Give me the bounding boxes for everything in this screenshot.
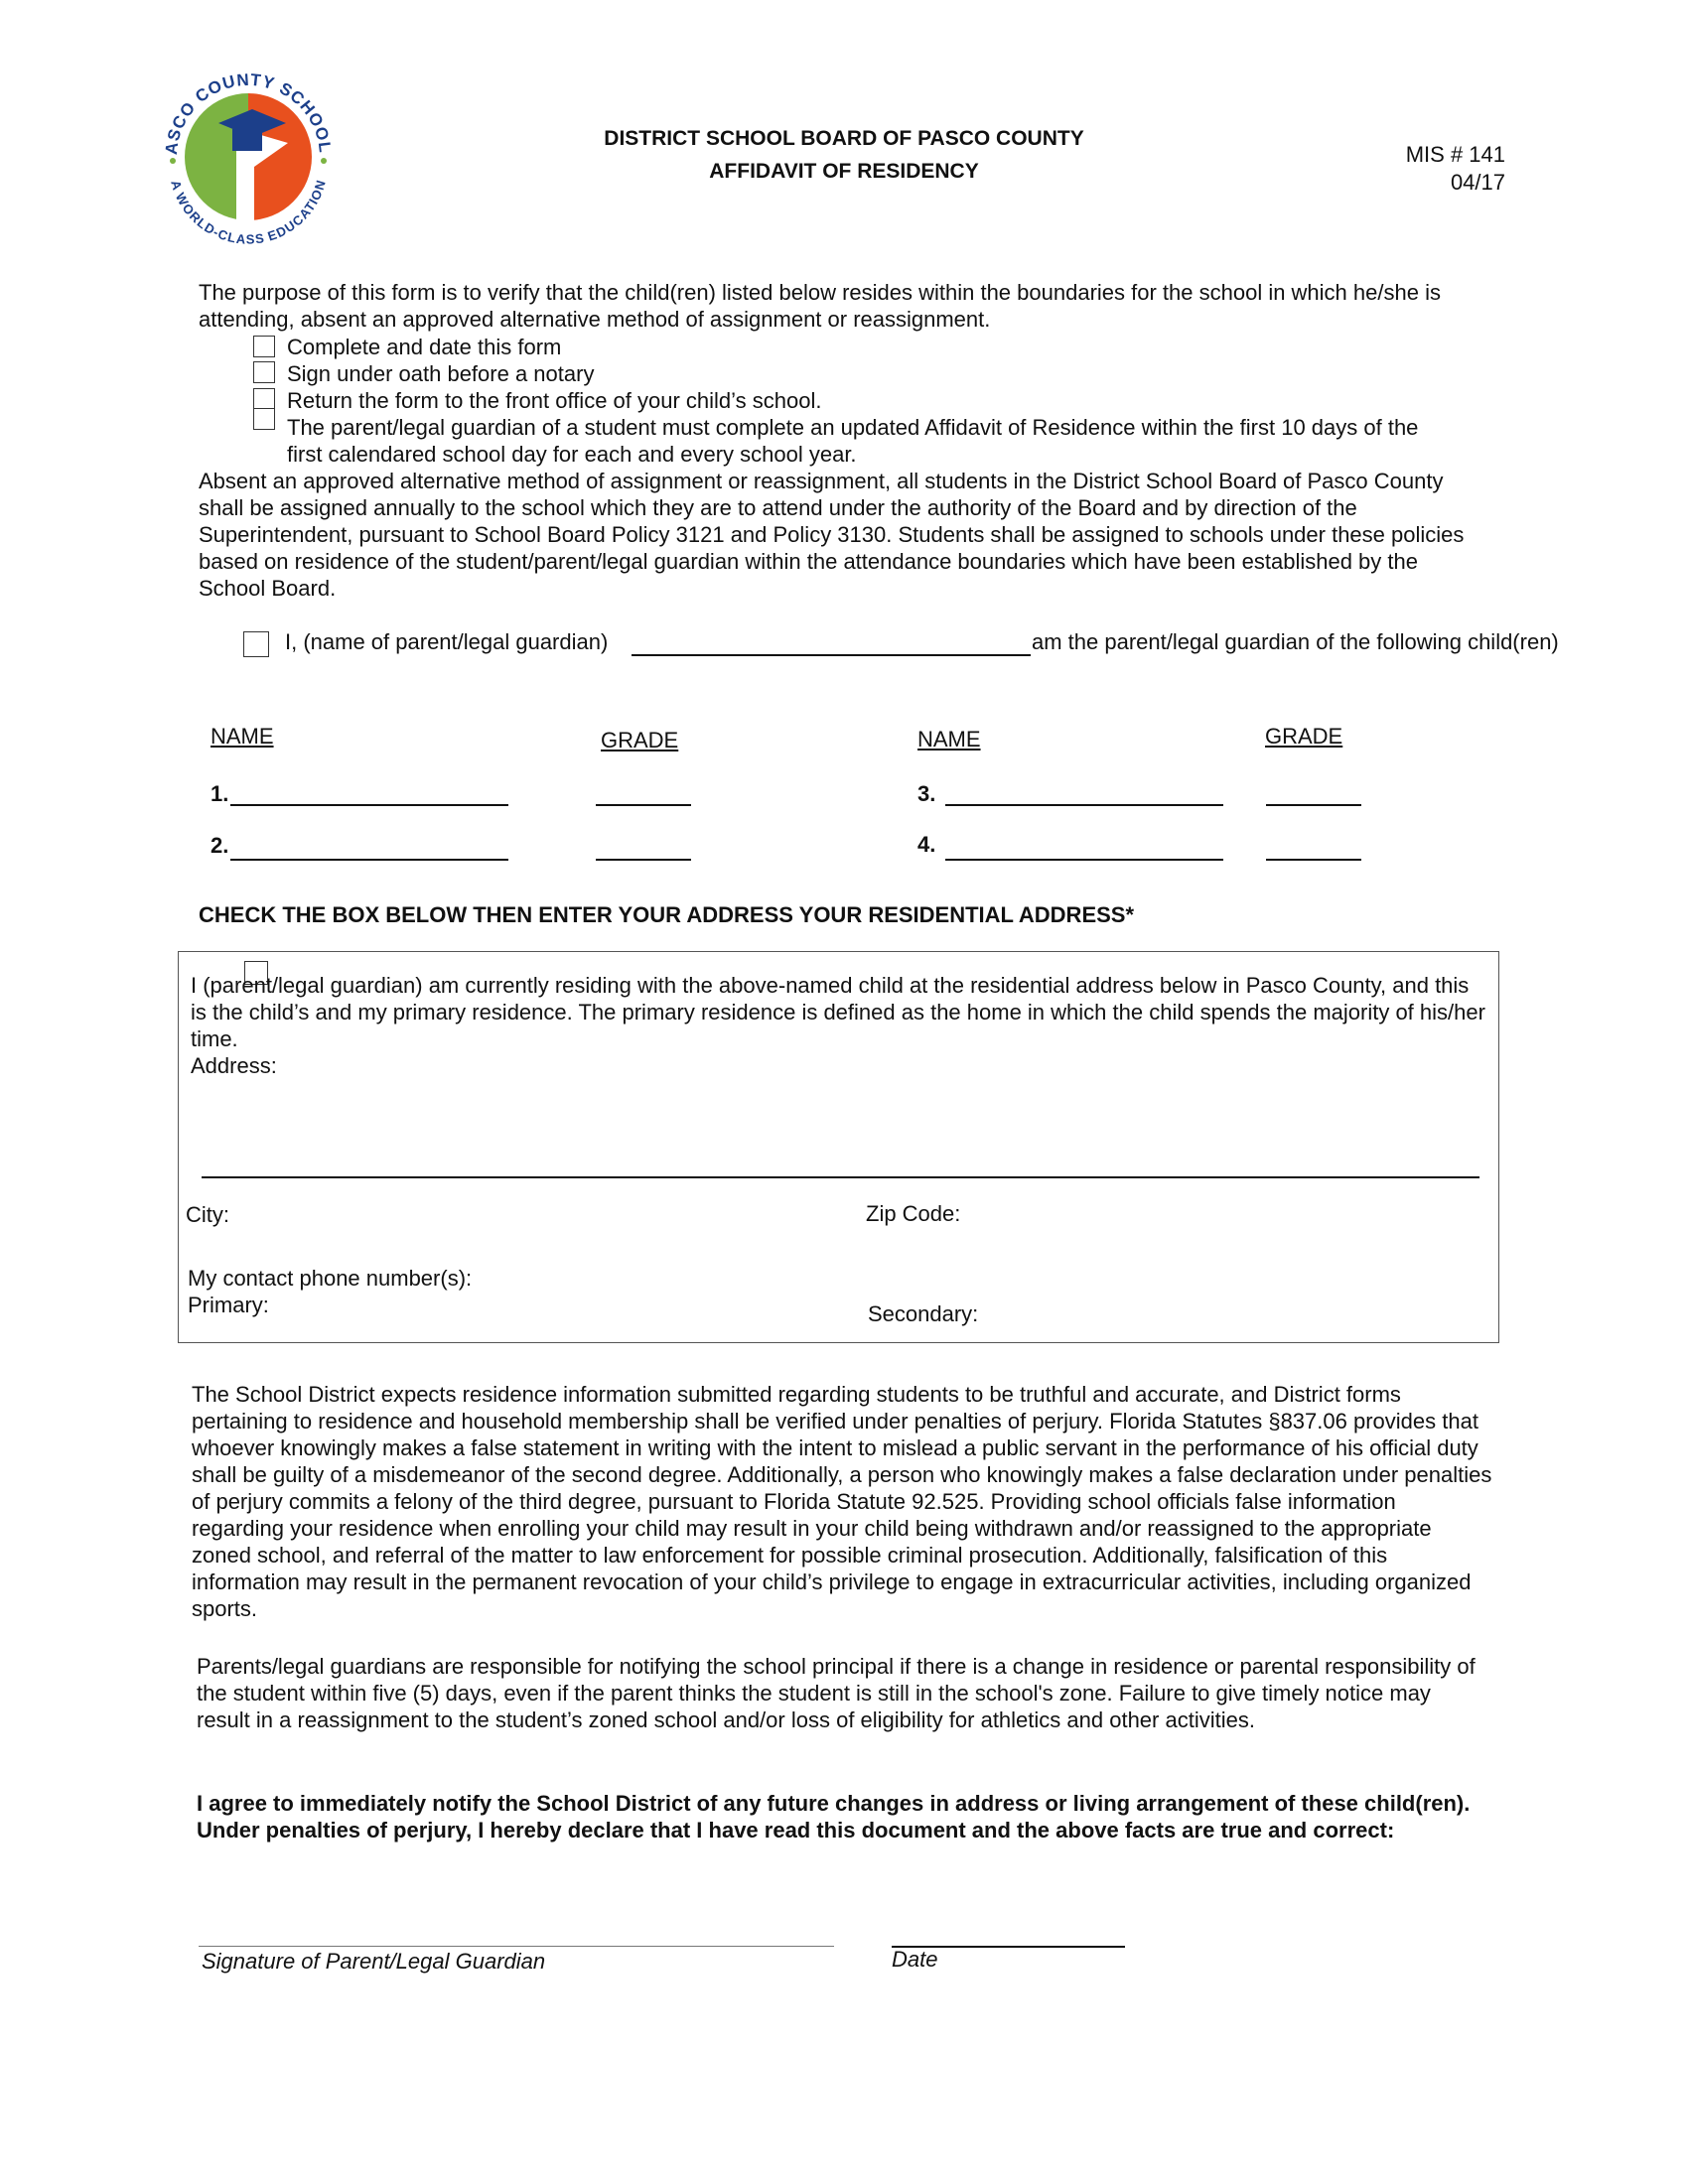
child-2-name-field[interactable] xyxy=(230,834,508,861)
logo-bottom-text: A WORLD-CLASS EDUCATION xyxy=(168,178,329,247)
agreement-statement: I agree to immediately notify the School District of any future changes in address or living arrangement of these child(ren). Under penalties of perjury, I hereby declare that I have read this document and the above facts are true and correct: xyxy=(197,1791,1471,1843)
form-title: AFFIDAVIT OF RESIDENCY xyxy=(709,160,979,183)
child-3-name-field[interactable] xyxy=(945,779,1223,806)
step-1: Complete and date this form xyxy=(287,335,562,359)
child-4-grade-field[interactable] xyxy=(1266,834,1361,861)
phone-label: My contact phone number(s): xyxy=(188,1266,473,1291)
child-row-label-1: 1. xyxy=(211,781,229,806)
step-checkbox-3[interactable] xyxy=(253,388,275,410)
notification-paragraph: Parents/legal guardians are responsible for notifying the school principal if there is a change in residence or parental responsibility of the student within five (5) days, even if the parent thinks the student is still in the school's zone. Failure to give timely notice may result in a reassignment to the student’s zoned school and/or loss of eligibility for athletics and other activities. xyxy=(197,1654,1476,1732)
signature-label: Signature of Parent/Legal Guardian xyxy=(202,1949,546,1974)
address-label: Address: xyxy=(191,1053,277,1078)
date-field[interactable] xyxy=(892,1926,1125,1948)
child-2-grade-field[interactable] xyxy=(596,834,691,861)
step-checkbox-1[interactable] xyxy=(253,336,275,357)
child-4-name-field[interactable] xyxy=(945,834,1223,861)
residence-statement: I (parent/legal guardian) am currently residing with the above-named child at the residential address below in Pasco County, and this is the child’s and my primary residence. The primary residence is defined as the home in which the child spends the majority of his/her time. xyxy=(191,973,1485,1051)
child-3-grade-field[interactable] xyxy=(1266,779,1361,806)
address-field[interactable] xyxy=(202,1161,1479,1178)
legal-paragraph: The School District expects residence information submitted regarding students to be truthful and accurate, and District forms pertaining to residence and household membership shall be verified under penalties of perjury. Florida Statutes §837.06 provides that whoever knowingly makes a false statement in writing with the intent to mislead a public servant in the performance of his official duty shall be guilty of a misdemeanor of the second degree. Additionally, a person who knowingly makes a false declaration under penalties of perjury commits a felony of the third degree, pursuant to Florida Statute 92.525. Providing school officials false information regarding your residence when enrolling your child may result in your child being withdrawn and/or reassigned to the appropriate zoned school, and referral of the matter to law enforcement for possible criminal prosecution. Additionally, falsification of this information may result in the permanent revocation of your child’s privilege to engage in extracurricular activities, including organized sports. xyxy=(192,1382,1492,1621)
date-label: Date xyxy=(892,1947,938,1972)
child-row-label-2: 2. xyxy=(211,833,229,858)
name-header-right: NAME xyxy=(917,727,981,751)
guardian-name-field[interactable] xyxy=(632,629,1031,656)
district-title: DISTRICT SCHOOL BOARD OF PASCO COUNTY xyxy=(604,127,1084,150)
step-checkbox-2[interactable] xyxy=(253,361,275,383)
guardian-prefix: I, (name of parent/legal guardian) xyxy=(285,629,609,654)
step-checkbox-4[interactable] xyxy=(253,408,275,430)
form-date: 04/17 xyxy=(1450,170,1505,195)
guardian-suffix: am the parent/legal guardian of the following child(ren) xyxy=(1032,629,1559,654)
child-row-label-3: 3. xyxy=(917,781,936,806)
step-4: The parent/legal guardian of a student must complete an updated Affidavit of Residence within the first 10 days of the first calendared school day for each and every school year. xyxy=(287,415,1419,467)
pasco-schools-logo xyxy=(149,58,348,256)
logo-top-text: ASCO COUNTY SCHOOL xyxy=(161,69,336,156)
address-section-heading: CHECK THE BOX BELOW THEN ENTER YOUR ADDRESS YOUR RESIDENTIAL ADDRESS* xyxy=(199,902,1135,927)
secondary-phone-label: Secondary: xyxy=(868,1301,979,1326)
step-2: Sign under oath before a notary xyxy=(287,361,595,386)
grade-header-left: GRADE xyxy=(601,728,679,752)
step-3: Return the form to the front office of your child’s school. xyxy=(287,388,822,413)
primary-phone-label: Primary: xyxy=(188,1293,269,1317)
child-1-grade-field[interactable] xyxy=(596,779,691,806)
guardian-checkbox[interactable] xyxy=(243,631,269,657)
child-row-label-4: 4. xyxy=(917,832,936,857)
policy-paragraph: Absent an approved alternative method of assignment or reassignment, all students in the District School Board of Pasco County shall be assigned annually to the school which they are to attend under the authority of the Board and by direction of the Superintendent, pursuant to School Board Policy 3121 and Policy 3130. Students shall be assigned to schools under these policies based on residence of the student/parent/legal guardian within the attendance boundaries which have been established by the School Board. xyxy=(199,469,1465,601)
form-number: MIS # 141 xyxy=(1405,142,1505,167)
signature-field[interactable] xyxy=(199,1926,834,1947)
zip-label: Zip Code: xyxy=(866,1201,961,1226)
name-header-left: NAME xyxy=(211,724,274,749)
city-label: City: xyxy=(186,1202,229,1227)
grade-header-right: GRADE xyxy=(1265,724,1343,749)
intro-paragraph: The purpose of this form is to verify that the child(ren) listed below resides within the boundaries for the school in which he/she is attending, absent an approved alternative method of assignment or reassignment. xyxy=(199,280,1441,332)
child-1-name-field[interactable] xyxy=(230,779,508,806)
